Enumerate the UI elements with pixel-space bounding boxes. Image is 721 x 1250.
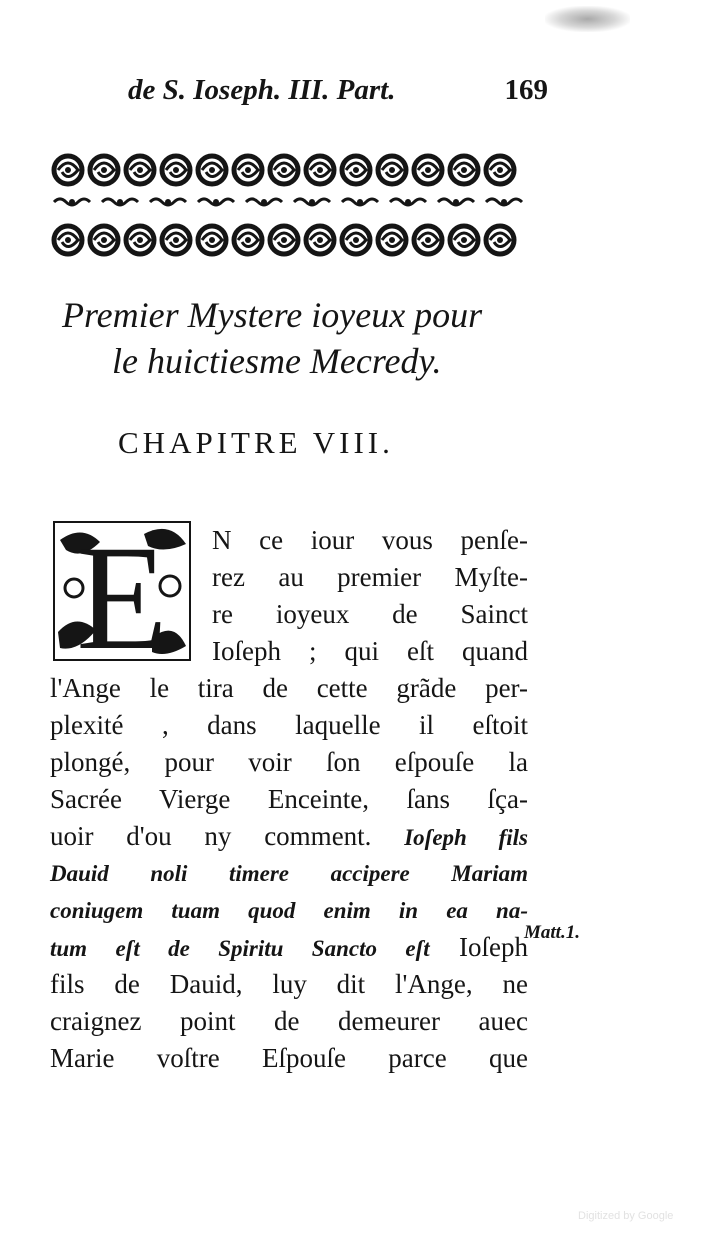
body-line-text: uoir d'ou ny comment. bbox=[50, 821, 372, 851]
body-line: re ioyeux de Sainct bbox=[212, 599, 528, 629]
margin-note: Matt.1. bbox=[524, 922, 580, 943]
running-head-title: de S. Ioseph. III. Part. bbox=[128, 74, 396, 106]
watermark: Digitized by Google bbox=[578, 1210, 674, 1222]
body-line-text: Ioſeph bbox=[459, 932, 528, 962]
page-smudge bbox=[545, 6, 630, 32]
chapter-title-line-2: le huictiesme Mecredy. bbox=[112, 341, 442, 381]
body-line: Marie voſtre Eſpouſe parce que bbox=[50, 1043, 528, 1073]
body-line: craignez point de demeurer auec bbox=[50, 1006, 528, 1036]
body-line: N ce iour vous penſe- bbox=[212, 525, 528, 555]
chapter-number: CHAPITRE VIII. bbox=[118, 425, 394, 460]
ornamental-headpiece bbox=[50, 152, 528, 262]
chapter-title-line-1: Premier Mystere ioyeux pour bbox=[62, 295, 483, 335]
running-head bbox=[128, 74, 548, 114]
body-line: rez au premier Myſte- bbox=[212, 562, 528, 592]
page-number: 169 bbox=[504, 74, 548, 106]
body-text bbox=[50, 522, 528, 1077]
body-line: Ioſeph ; qui eſt quand bbox=[212, 636, 528, 666]
body-line: Sacrée Vierge Enceinte, ſans ſça- bbox=[50, 784, 528, 814]
latin-quote-line: Dauid noli timere accipere Mariam bbox=[50, 861, 528, 886]
body-line: plexité , dans laquelle il eſtoit bbox=[50, 710, 528, 740]
latin-quote-line: coniugem tuam quod enim in ea na- bbox=[50, 898, 528, 923]
body-line: l'Ange le tira de cette grãde per- bbox=[50, 673, 528, 703]
body-line: fils de Dauid, luy dit l'Ange, ne bbox=[50, 969, 528, 999]
body-line-mixed bbox=[50, 929, 528, 966]
chapter-title bbox=[40, 292, 540, 384]
latin-quote-part: tum eſt de Spiritu Sancto eſt bbox=[50, 936, 430, 961]
latin-quote-part: Ioſeph fils bbox=[404, 825, 528, 850]
body-line: plongé, pour voir ſon eſpouſe la bbox=[50, 747, 528, 777]
dropcap-letter: E bbox=[76, 520, 168, 662]
body-line-mixed bbox=[50, 818, 528, 855]
